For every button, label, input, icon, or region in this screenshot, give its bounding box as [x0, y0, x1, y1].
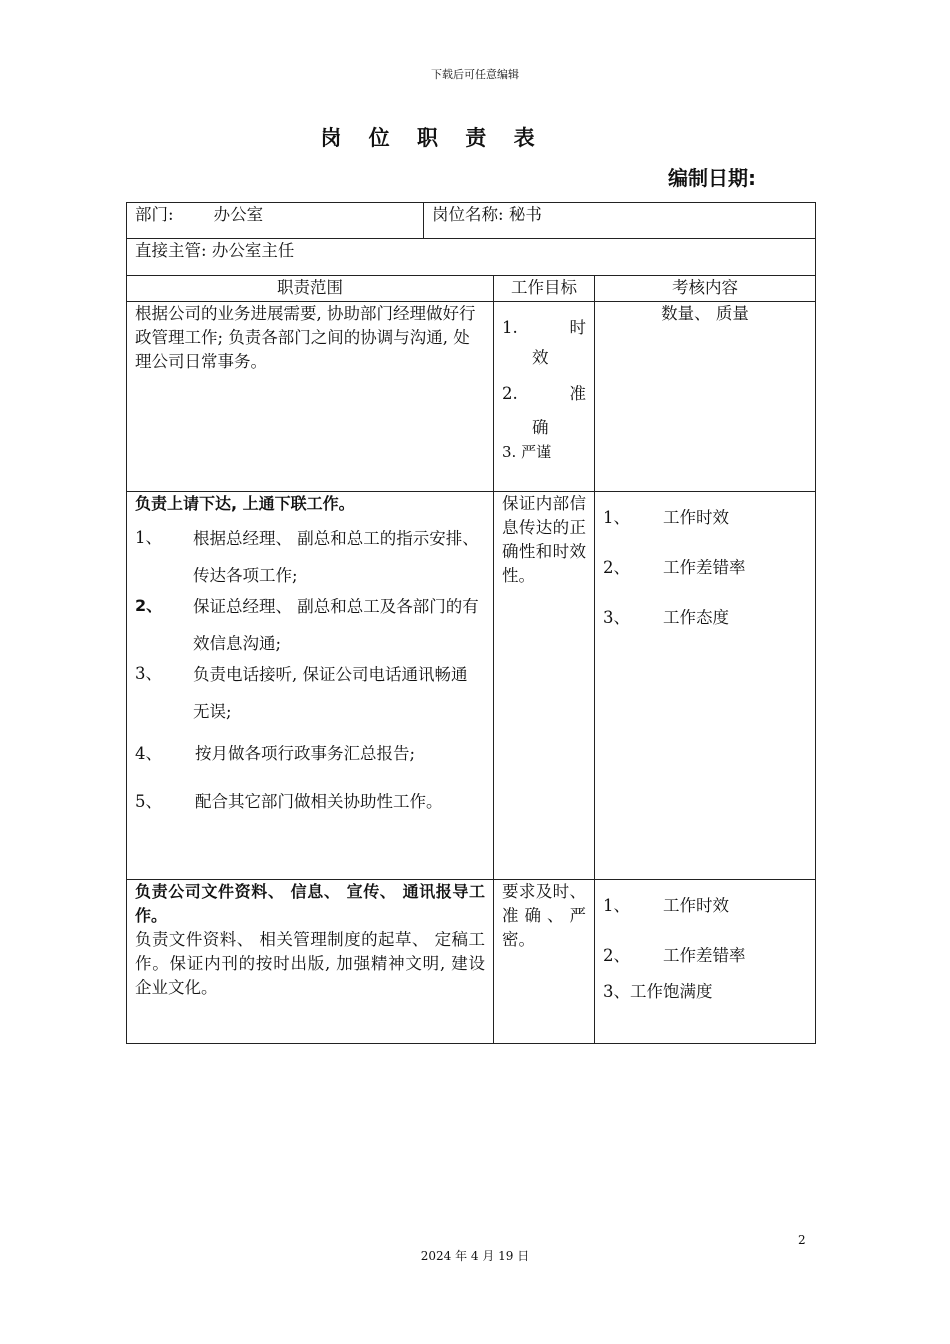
scope-item-text: 按月做各项行政事务汇总报告; [195, 744, 416, 763]
scope-item [135, 594, 485, 662]
dept-row [127, 203, 816, 239]
table-row [127, 492, 816, 880]
target-text: 保证内部信息传达的正确性和时效性。 [502, 494, 586, 585]
assessment-num: 1、 [603, 508, 630, 527]
header-row [127, 276, 816, 302]
assessment-text: 工作态度 [663, 608, 729, 627]
page-title: 岗 位 职 责 表 [320, 126, 545, 150]
dept-label: 部门: [135, 205, 174, 224]
position-cell [424, 203, 816, 239]
supervisor-value: 办公室主任 [211, 241, 295, 260]
target-line: 3. 严谨 [502, 443, 552, 461]
scope-item-text: 根据总经理、 副总和总工的指示安排、 传达各项工作; [193, 529, 479, 585]
assessment-item [603, 894, 807, 918]
scope-item-text: 保证总经理、 副总和总工及各部门的有效信息沟通; [193, 597, 479, 653]
assessment-item [603, 606, 807, 630]
target-char: 确 [532, 418, 549, 437]
page-number: 2 [798, 1233, 806, 1247]
assessment-item [603, 980, 807, 1004]
target-line [502, 382, 586, 406]
scope-item [135, 662, 485, 730]
assessment-item [603, 506, 807, 530]
scope-item-num: 3、 [135, 664, 162, 683]
assessment-text: 工作时效 [663, 896, 729, 915]
assessment-item [603, 556, 807, 580]
scope-item-text: 配合其它部门做相关协助性工作。 [195, 792, 443, 811]
assessment-num: 1、 [603, 896, 630, 915]
header-scope: 职责范围 [127, 276, 494, 302]
header-note: 下载后可任意编辑 [431, 68, 519, 81]
supervisor-cell [127, 239, 816, 276]
scope-item [135, 790, 485, 814]
target-text: 要求及时、准确、严密。 [502, 882, 586, 949]
assessment-text: 工作差错率 [663, 558, 746, 577]
scope-item-num: 2、 [135, 596, 163, 615]
scope-title: 负责公司文件资料、 信息、 宣传、 通讯报导工作。 [135, 882, 485, 925]
scope-item [135, 742, 485, 766]
assessment-num: 3、 [603, 608, 630, 627]
scope-item-text: 负责电话接听, 保证公司电话通讯畅通无误; [193, 665, 468, 721]
scope-cell [127, 880, 494, 1044]
target-num: 1. [502, 318, 518, 337]
target-char: 效 [532, 348, 549, 367]
date-label: 编制日期: [668, 166, 756, 190]
assessment-text: 数量、 质量 [661, 304, 749, 323]
header-target: 工作目标 [494, 276, 595, 302]
assessment-num: 2、 [603, 558, 630, 577]
supervisor-label: 直接主管: [135, 241, 207, 260]
position-label: 岗位名称: [432, 205, 504, 224]
scope-item-num: 5、 [135, 792, 162, 811]
scope-item-num: 1、 [135, 528, 162, 547]
scope-body: 负责文件资料、 相关管理制度的起草、 定稿工作。保证内刊的按时出版, 加强精神文明, 建设企业文化。 [135, 930, 485, 997]
scope-cell [127, 302, 494, 492]
duty-table [126, 202, 816, 1044]
assessment-num: 2、 [603, 946, 630, 965]
dept-value: 办公室 [213, 205, 264, 224]
scope-item-num: 4、 [135, 744, 162, 763]
assessment-text: 工作差错率 [663, 946, 746, 965]
assessment-num: 3、 [603, 982, 630, 1001]
table-row [127, 302, 816, 492]
scope-title: 负责上请下达, 上通下联工作。 [135, 494, 355, 513]
position-value: 秘书 [508, 205, 542, 224]
dept-cell [127, 203, 424, 239]
header-assessment: 考核内容 [595, 276, 816, 302]
scope-item [135, 526, 485, 594]
table-row [127, 880, 816, 1044]
assessment-cell [595, 880, 816, 1044]
target-num: 2. [502, 384, 518, 403]
assessment-text: 工作时效 [663, 508, 729, 527]
target-line [502, 316, 586, 340]
assessment-cell [595, 302, 816, 492]
target-cell [494, 492, 595, 880]
footer-date: 2024 年 4 月 19 日 [420, 1249, 530, 1263]
scope-cell [127, 492, 494, 880]
scope-text: 根据公司的业务进展需要, 协助部门经理做好行政管理工作; 负责各部门之间的协调与沟通, 处理公司日常事务。 [135, 304, 476, 371]
assessment-cell [595, 492, 816, 880]
target-cell [494, 880, 595, 1044]
target-char: 时 [569, 318, 586, 337]
target-cell [494, 302, 595, 492]
assessment-text: 工作饱满度 [630, 982, 713, 1001]
assessment-item [603, 944, 807, 968]
supervisor-row [127, 239, 816, 276]
target-char: 准 [569, 384, 586, 403]
